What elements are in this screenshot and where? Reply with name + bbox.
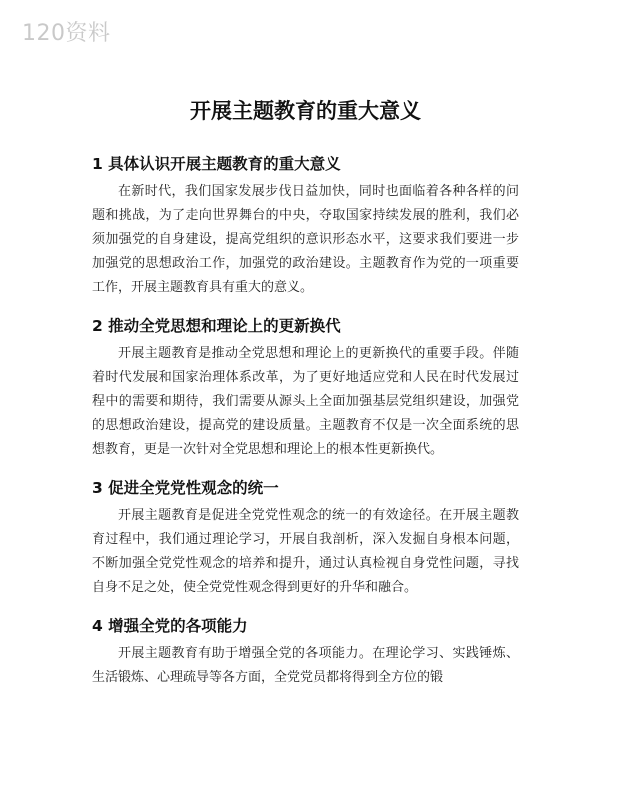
section-paragraph: 在新时代，我们国家发展步伐日益加快，同时也面临着各种各样的问题和挑战，为了走向世界舞台的中央，夺取国家持续发展的胜利，我们必须加强党的自身建设，提高党组织的意识形态水平，这要求我们要进一步加强党的思想政治工作，加强党的政治建设。主题教育作为党的一项重要工作，开展主题教育具有重大的意义。 [92, 184, 519, 295]
document-page [92, 96, 519, 704]
section-paragraph: 开展主题教育是推动全党思想和理论上的更新换代的重要手段。伴随着时代发展和国家治理体系改革，为了更好地适应党和人民在时代发展过程中的需要和期待，我们需要从源头上全面加强基层党组织建设，加强党的思想政治建设，提高党的建设质量。主题教育不仅是一次全面系统的思想教育，更是一次针对全党思想和理论上的根本性更新换代。 [92, 346, 519, 457]
section-heading: 1 具体认识开展主题教育的重大意义 [92, 155, 341, 173]
section-1 [92, 152, 519, 300]
section-4 [92, 614, 519, 690]
section-heading: 3 促进全党党性观念的统一 [92, 479, 279, 497]
section-heading: 2 推动全党思想和理论上的更新换代 [92, 317, 341, 335]
section-3 [92, 476, 519, 600]
document-title: 开展主题教育的重大意义 [190, 99, 421, 123]
section-paragraph: 开展主题教育有助于增强全党的各项能力。在理论学习、实践锤炼、生活锻炼、心理疏导等各方面，全党党员都将得到全方位的锻 [92, 646, 519, 685]
section-2 [92, 314, 519, 462]
watermark: 120资料 [22, 21, 111, 46]
section-paragraph: 开展主题教育是促进全党党性观念的统一的有效途径。在开展主题教育过程中，我们通过理论学习，开展自我剖析，深入发掘自身根本问题，不断加强全党党性观念的培养和提升，通过认真检视自身党性问题，寻找自身不足之处，使全党党性观念得到更好的升华和融合。 [92, 508, 519, 595]
section-heading: 4 增强全党的各项能力 [92, 617, 248, 635]
